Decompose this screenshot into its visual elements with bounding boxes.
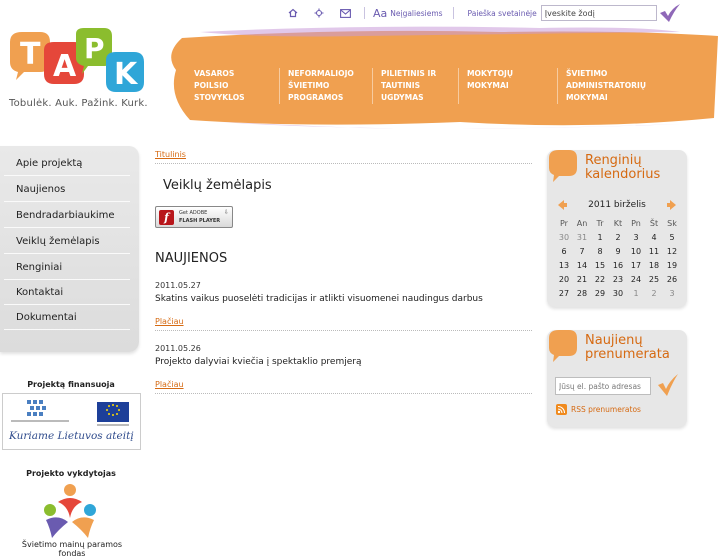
calendar-day[interactable]: 13 [558, 261, 570, 270]
divider [155, 393, 532, 394]
calendar-weekday: An [576, 219, 588, 228]
calendar-day[interactable]: 11 [648, 247, 660, 256]
calendar-day[interactable]: 2 [615, 233, 621, 242]
home-icon[interactable] [286, 6, 300, 20]
divider [155, 330, 532, 331]
calendar-day[interactable]: 31 [576, 233, 588, 242]
accessibility-icon[interactable]: Aa [373, 6, 388, 20]
news-date: 2011.05.27 [155, 281, 201, 290]
nav-item-admin-training[interactable]: ŠVIETIMO ADMINISTRATORIŲ MOKYMAI [557, 68, 657, 104]
calendar-weekday: Pn [631, 219, 641, 228]
events-calendar-widget [547, 150, 687, 307]
flash-badge-text: FLASH PLAYER [179, 218, 221, 224]
divider [364, 7, 365, 19]
funder-banner[interactable] [2, 393, 141, 450]
calendar-day[interactable]: 21 [576, 275, 588, 284]
slogan: Tobulėk. Auk. Pažink. Kurk. [9, 98, 148, 109]
next-month-icon[interactable] [665, 198, 679, 212]
sidebar-item-news[interactable]: Naujienos [4, 178, 130, 202]
calendar-day[interactable]: 8 [597, 247, 603, 256]
calendar-day[interactable]: 9 [615, 247, 621, 256]
calendar-day[interactable]: 6 [561, 247, 567, 256]
search-input[interactable] [541, 5, 657, 21]
top-utility-bar [286, 4, 681, 22]
executor-label: Projekto vykdytojas [26, 469, 116, 478]
calendar-day[interactable]: 30 [612, 289, 624, 298]
nav-item-nonformal-education[interactable]: NEFORMALIOJO ŠVIETIMO PROGRAMOS [279, 68, 372, 104]
sidebar-item-documents[interactable]: Dokumentai [4, 306, 130, 330]
funder-caption: Kuriame Lietuvos ateitį [9, 430, 134, 442]
sidebar-item-cooperate[interactable]: Bendradarbiaukime [4, 204, 130, 228]
calendar-day[interactable]: 23 [612, 275, 624, 284]
newsletter-widget [547, 330, 687, 427]
calendar-weekday-row [555, 217, 681, 231]
calendar-title [585, 154, 660, 182]
calendar-title-line: kalendorius [585, 167, 661, 182]
read-more-link[interactable]: Plačiau [155, 317, 184, 326]
calendar-day[interactable]: 19 [666, 261, 678, 270]
sidebar-item-events[interactable]: Renginiai [4, 256, 130, 280]
funder-logos-icon [3, 394, 142, 430]
calendar-day[interactable]: 22 [594, 275, 606, 284]
newsletter-email-input[interactable] [555, 377, 651, 395]
calendar-day[interactable]: 4 [651, 233, 657, 242]
mail-icon[interactable] [338, 6, 352, 20]
page-title: Veiklų žemėlapis [163, 178, 272, 193]
calendar-day[interactable]: 28 [576, 289, 588, 298]
search-submit-checkmark-icon[interactable] [659, 3, 681, 23]
news-title[interactable]: Projekto dalyviai kviečia į spektaklio premjerą [155, 357, 362, 367]
calendar-day[interactable]: 10 [630, 247, 642, 256]
nav-item-teacher-training[interactable]: MOKYTOJŲ MOKYMAI [458, 68, 557, 104]
newsletter-title [585, 334, 670, 362]
sitemap-icon[interactable] [312, 6, 326, 20]
breadcrumb[interactable]: Titulinis [155, 150, 186, 159]
calendar-day[interactable]: 29 [594, 289, 606, 298]
sidebar-item-about[interactable]: Apie projektą [4, 152, 130, 176]
search-label: Paieška svetainėje [467, 8, 537, 18]
calendar-day[interactable]: 16 [612, 261, 624, 270]
calendar-day[interactable]: 2 [651, 289, 657, 298]
calendar-week-row [555, 287, 681, 301]
calendar-weekday: Sk [667, 219, 677, 228]
calendar-weekday: Tr [596, 219, 604, 228]
calendar-grid [555, 217, 681, 301]
calendar-weekday: Kt [613, 219, 623, 228]
calendar-week-row [555, 259, 681, 273]
divider [155, 163, 532, 164]
get-flash-player-button[interactable] [155, 206, 233, 228]
calendar-day[interactable]: 18 [648, 261, 660, 270]
funder-label: Projektą finansuoja [27, 380, 115, 389]
calendar-day[interactable]: 26 [666, 275, 678, 284]
prev-month-icon[interactable] [555, 198, 569, 212]
newsletter-title-line: Naujienų [585, 333, 643, 348]
calendar-title-line: Renginių [585, 153, 642, 168]
calendar-day[interactable]: 30 [558, 233, 570, 242]
calendar-day[interactable]: 20 [558, 275, 570, 284]
logo-letter: K [114, 57, 138, 92]
sidebar-menu [0, 146, 139, 352]
executor-name: Švietimo mainų paramos fondas [21, 540, 123, 558]
calendar-day[interactable]: 1 [597, 233, 603, 242]
calendar-day[interactable]: 15 [594, 261, 606, 270]
calendar-day[interactable]: 25 [648, 275, 660, 284]
calendar-month-label: 2011 birželis [588, 200, 646, 210]
calendar-day[interactable]: 27 [558, 289, 570, 298]
flash-badge-text: Get ADOBE [179, 210, 208, 216]
calendar-weekday: Pr [560, 219, 568, 228]
calendar-weekday: Št [649, 219, 659, 228]
calendar-day[interactable]: 14 [576, 261, 588, 270]
divider [453, 7, 454, 19]
calendar-week-row [555, 245, 681, 259]
calendar-week-row [555, 273, 681, 287]
calendar-day[interactable]: 1 [633, 289, 639, 298]
calendar-day[interactable]: 7 [579, 247, 585, 256]
calendar-week-row [555, 231, 681, 245]
download-icon: ⇩ [223, 209, 229, 216]
rss-link[interactable] [556, 404, 641, 415]
calendar-day[interactable]: 17 [630, 261, 642, 270]
main-nav [186, 68, 657, 104]
calendar-month-nav [555, 197, 679, 213]
newsletter-submit-checkmark-icon[interactable] [657, 373, 679, 397]
flash-icon: f [159, 210, 174, 225]
calendar-day[interactable]: 24 [630, 275, 642, 284]
executor-logo[interactable] [38, 480, 102, 540]
calendar-day[interactable]: 5 [669, 233, 675, 242]
rss-icon [556, 404, 567, 415]
calendar-day[interactable]: 3 [633, 233, 639, 242]
nav-item-summer-camps[interactable]: VASAROS POILSIO STOVYKLOS [194, 69, 245, 102]
nav-item-civic-education[interactable]: PILIETINIS IR TAUTINIS UGDYMAS [372, 68, 458, 104]
newsletter-title-line: prenumerata [585, 347, 670, 362]
read-more-link[interactable]: Plačiau [155, 380, 184, 389]
logo-letter: P [84, 32, 105, 65]
news-heading: NAUJIENOS [155, 251, 228, 266]
rss-label: RSS prenumeratos [571, 405, 641, 414]
logo-letter: A [53, 49, 77, 84]
sidebar-item-contacts[interactable]: Kontaktai [4, 281, 130, 305]
logo-letter: T [20, 37, 41, 72]
sidebar-item-activity-map[interactable]: Veiklų žemėlapis [4, 230, 130, 254]
news-title[interactable]: Skatins vaikus puoselėti tradicijas ir atlikti visuomenei naudingus darbus [155, 294, 483, 304]
speech-bubble-icon [545, 328, 579, 364]
news-date: 2011.05.26 [155, 344, 201, 353]
calendar-day[interactable]: 3 [669, 289, 675, 298]
accessibility-link[interactable]: Neįgaliesiems [390, 8, 443, 18]
speech-bubble-icon [545, 148, 579, 184]
calendar-day[interactable]: 12 [666, 247, 678, 256]
